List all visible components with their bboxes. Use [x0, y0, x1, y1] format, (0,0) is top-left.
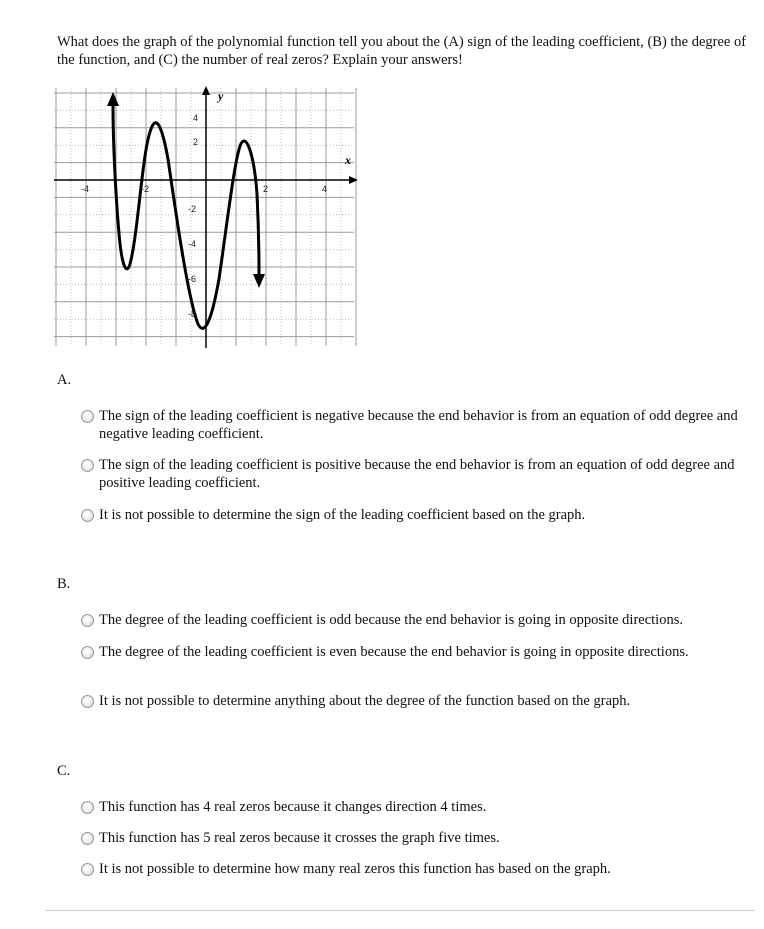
x-axis-arrow [349, 176, 358, 184]
radio-button[interactable] [81, 863, 94, 876]
option-c2[interactable]: This function has 5 real zeros because it crosses the graph five times. [80, 829, 750, 847]
section-b-label: B. [57, 576, 71, 592]
option-b1[interactable]: The degree of the leading coefficient is odd because the end behavior is going in opposite directions. [80, 611, 750, 629]
polynomial-graph [52, 84, 362, 354]
section-a-label: A. [57, 372, 72, 388]
y-tick-label: 2 [193, 137, 199, 147]
x-tick-label: -2 [141, 184, 150, 194]
option-c1[interactable]: This function has 4 real zeros because it changes direction 4 times. [80, 798, 750, 816]
y-tick-label: -4 [188, 239, 197, 249]
polynomial-curve [113, 106, 259, 328]
radio-button[interactable] [81, 614, 94, 627]
option-b3[interactable]: It is not possible to determine anything about the degree of the function based on the graph. [80, 692, 750, 710]
y-tick-label: -2 [188, 204, 197, 214]
option-b2[interactable]: The degree of the leading coefficient is even because the end behavior is going in opposite directions. [80, 643, 750, 661]
radio-button[interactable] [81, 410, 94, 423]
x-tick-label: 2 [263, 184, 269, 194]
question-text: What does the graph of the polynomial function tell you about the (A) sign of the leading coefficient, (B) the degree of the function, and (C) the number of real zeros? Explain your answers! [57, 34, 747, 68]
y-tick-label: 4 [193, 113, 199, 123]
radio-button[interactable] [81, 695, 94, 708]
radio-button[interactable] [81, 832, 94, 845]
y-tick-label: -6 [188, 274, 197, 284]
y-tick-label: -8 [188, 309, 197, 319]
curve-bottom-arrow [253, 274, 265, 288]
option-c3[interactable]: It is not possible to determine how many real zeros this function has based on the graph. [80, 860, 750, 878]
y-axis-label: y [218, 89, 224, 103]
curve-top-arrow [107, 92, 119, 106]
x-axis-label: x [345, 153, 351, 167]
radio-button[interactable] [81, 509, 94, 522]
radio-button[interactable] [81, 801, 94, 814]
option-a2[interactable]: The sign of the leading coefficient is positive because the end behavior is from an equation of odd degree and positive leading coefficient. [80, 456, 750, 492]
radio-button[interactable] [81, 646, 94, 659]
y-axis-arrow [202, 86, 210, 95]
radio-button[interactable] [81, 459, 94, 472]
x-tick-label: 4 [322, 184, 328, 194]
divider [45, 910, 755, 911]
option-a3[interactable]: It is not possible to determine the sign of the leading coefficient based on the graph. [80, 506, 750, 524]
x-tick-label: -4 [81, 184, 90, 194]
section-c-label: C. [57, 763, 71, 779]
option-a1[interactable]: The sign of the leading coefficient is negative because the end behavior is from an equation of odd degree and negative leading coefficient. [80, 407, 750, 443]
